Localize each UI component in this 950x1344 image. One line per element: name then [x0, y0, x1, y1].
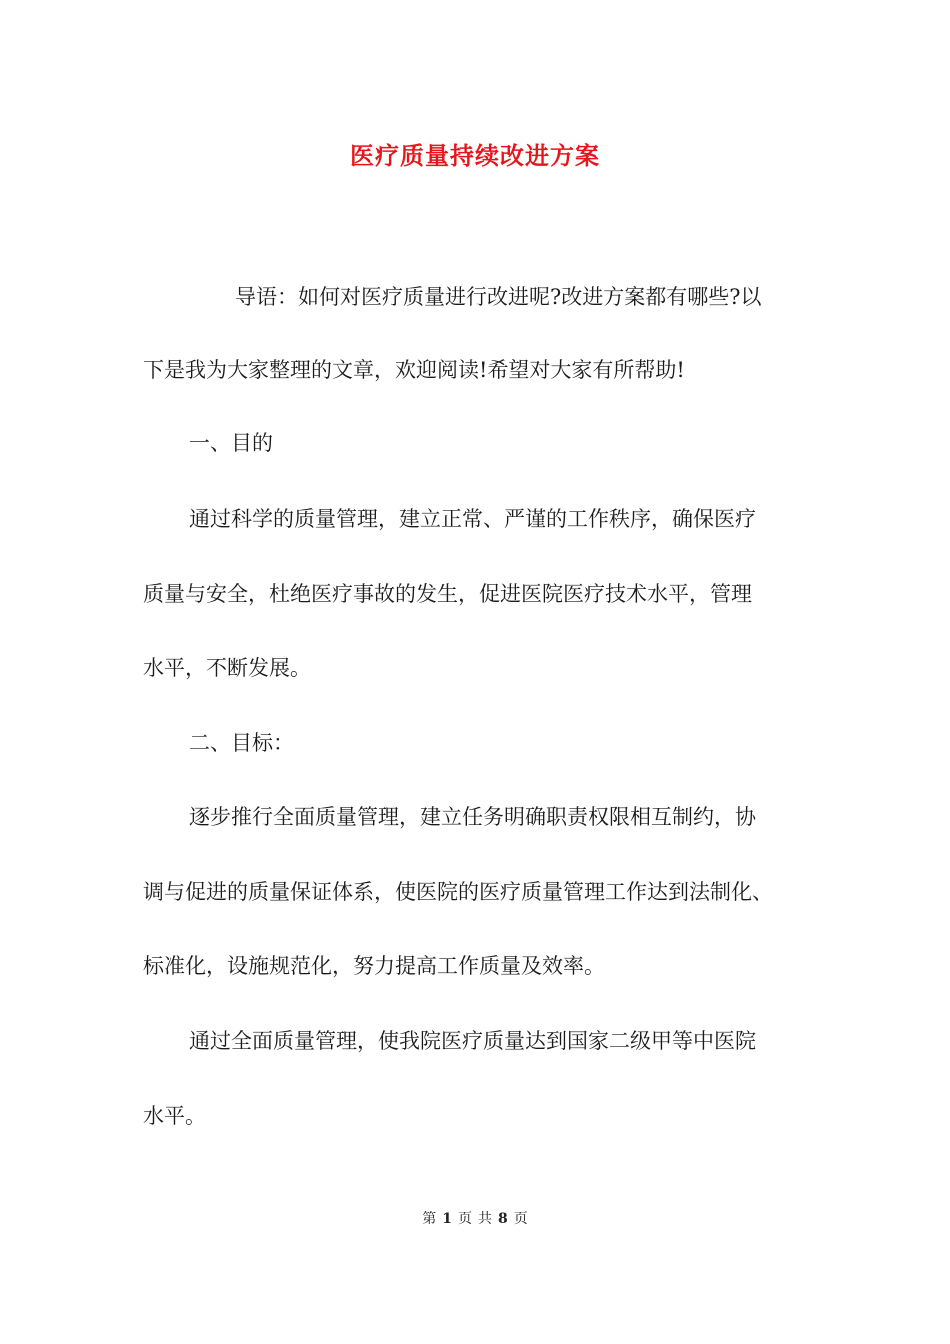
intro-line-2: 下是我为大家整理的文章，欢迎阅读!希望对大家有所帮助! — [143, 358, 685, 382]
footer-page-word: 页 — [458, 1211, 472, 1227]
goals-line-2: 调与促进的质量保证体系，使医院的医疗质量管理工作达到法制化、 — [143, 880, 773, 904]
goals-line-1: 逐步推行全面质量管理，建立任务明确职责权限相互制约，协 — [189, 805, 756, 829]
footer-total-word: 共 — [478, 1211, 492, 1227]
purpose-line-2: 质量与安全，杜绝医疗事故的发生，促进医院医疗技术水平，管理 — [143, 582, 752, 606]
document-title: 医疗质量持续改进方案 — [350, 141, 600, 170]
purpose-line-1: 通过科学的质量管理，建立正常、严谨的工作秩序，确保医疗 — [189, 507, 756, 531]
goals-line-5: 水平。 — [143, 1104, 206, 1128]
footer-suffix: 页 — [513, 1211, 528, 1227]
purpose-line-3: 水平，不断发展。 — [143, 656, 311, 680]
section-heading-purpose: 一、目的 — [189, 431, 273, 455]
goals-line-4: 通过全面质量管理，使我院医疗质量达到国家二级甲等中医院 — [189, 1029, 756, 1053]
page-footer — [0, 1208, 950, 1228]
goals-line-3: 标准化，设施规范化，努力提高工作质量及效率。 — [143, 954, 605, 978]
footer-total-pages: 8 — [498, 1211, 508, 1227]
intro-line-1: 导语：如何对医疗质量进行改进呢?改进方案都有哪些?以 — [235, 285, 762, 309]
section-heading-goals: 二、目标： — [189, 731, 294, 755]
footer-prefix: 第 — [422, 1211, 437, 1227]
footer-page-number: 1 — [442, 1211, 452, 1227]
